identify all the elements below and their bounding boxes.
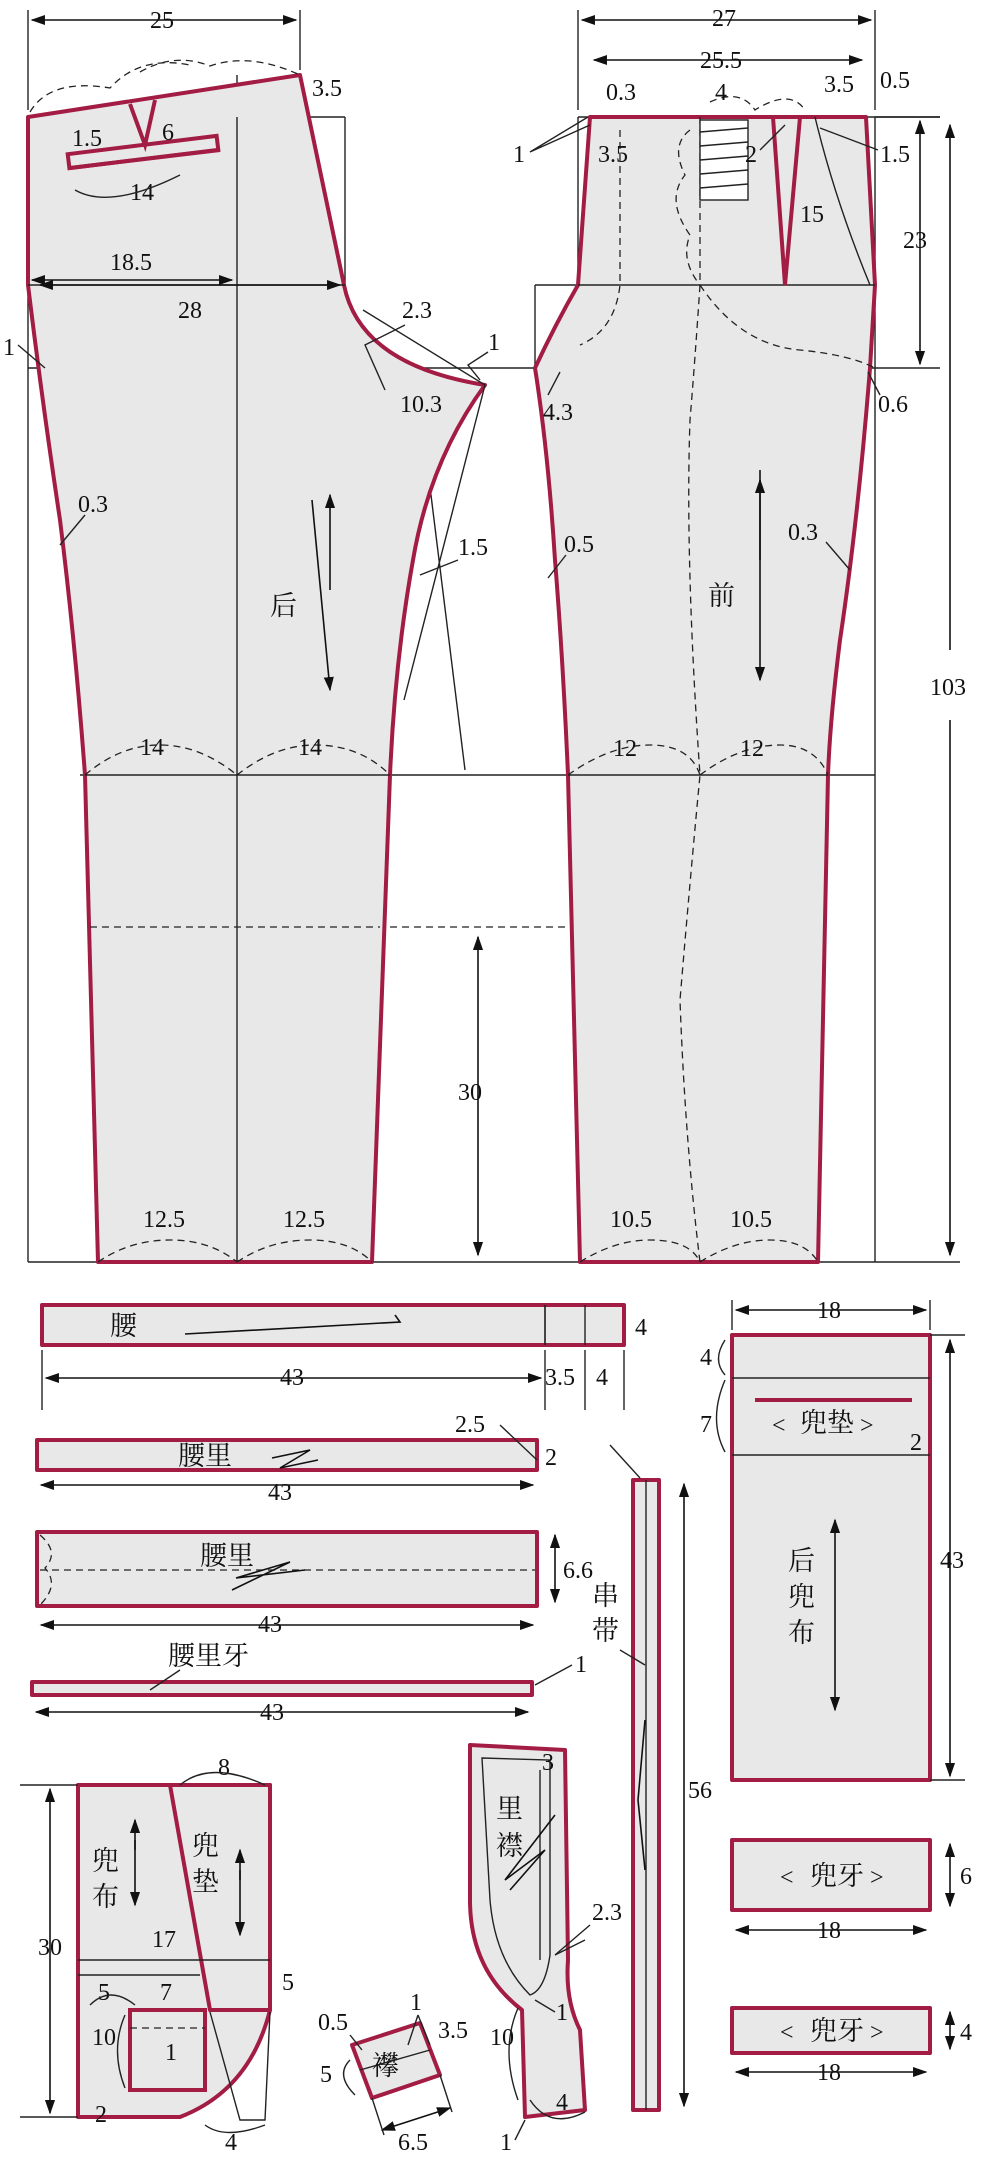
pocket-welt-2-width-label: 18 xyxy=(817,2060,841,2086)
back-top-width-label: 25 xyxy=(150,8,174,34)
welt2-arrow-right: > xyxy=(870,2020,884,2046)
fly-guard-bottom-label: 4 xyxy=(556,2090,568,2116)
side-pocket-notch-b-label: 1 xyxy=(165,2040,177,2066)
front-dart-right-label: 3.5 xyxy=(824,72,854,98)
back-pocket-width-label: 18 xyxy=(817,1298,841,1324)
waist-lining-2-width-label: 6.6 xyxy=(563,1558,593,1584)
waist-lining-1-length-label: 43 xyxy=(268,1480,292,1506)
pocket-welt-1-width-label: 18 xyxy=(817,1918,841,1944)
side-pocket-depth-label: 10 xyxy=(92,2025,116,2051)
waist-lining-1-label: 腰里 xyxy=(178,1441,232,1471)
small-tab-left-top-label: 0.5 xyxy=(318,2010,348,2036)
front-waist-width-label: 25.5 xyxy=(700,48,742,74)
side-pocket-left-top-label: 5 xyxy=(98,1980,110,2006)
front-pleat-hatch xyxy=(700,120,748,200)
side-pocket-top-label: 8 xyxy=(218,1755,230,1781)
waistband-length-label: 43 xyxy=(280,1365,304,1391)
waist-lining-1-ext-label: 2.5 xyxy=(455,1412,485,1438)
knee-to-hem-label: 30 xyxy=(458,1080,482,1106)
small-tab-length-label: 6.5 xyxy=(398,2130,428,2156)
side-pocket-width-label: 17 xyxy=(152,1927,176,1953)
welt1-arrow-right: > xyxy=(870,1865,884,1891)
front-hem-left-label: 10.5 xyxy=(610,1207,652,1233)
back-side-drop-label: 1 xyxy=(3,335,15,361)
side-pocket-notch-label: 7 xyxy=(160,1980,172,2006)
back-crotch-ext-label: 10.3 xyxy=(400,392,442,418)
back-pocket-mark-label: 2 xyxy=(910,1430,922,1456)
belt-loop-piece xyxy=(592,1445,712,2110)
side-pocket-right-label: 5 xyxy=(282,1970,294,1996)
fly-guard-curve-label: 2.3 xyxy=(592,1900,622,1926)
waist-lining-1-width-label: 2 xyxy=(545,1445,557,1471)
fly-guard-top-label: 3 xyxy=(542,1750,554,1776)
waist-lining-1-piece xyxy=(37,1412,557,1506)
waistband-label: 腰 xyxy=(110,1311,137,1341)
pocket-welt-2-piece xyxy=(732,2008,972,2086)
welt1-arrow-left: < xyxy=(780,1865,794,1891)
side-pocket-bottom-label: 4 xyxy=(225,2130,237,2156)
back-crotch-curve-label: 2.3 xyxy=(402,298,432,324)
back-inseam-curve-label: 1.5 xyxy=(458,535,488,561)
front-top-width-label: 27 xyxy=(712,6,736,32)
waist-lining-piping-width-label: 1 xyxy=(575,1652,587,1678)
back-pocket-top-label: 4 xyxy=(700,1345,712,1371)
front-side-curve-label: 0.3 xyxy=(788,520,818,546)
front-fly-depth-label: 3.5 xyxy=(598,142,628,168)
front-inseam-curve-label: 0.5 xyxy=(564,532,594,558)
side-pocket-pad-label-2: 垫 xyxy=(192,1867,219,1897)
front-total-length-label: 103 xyxy=(930,675,966,701)
waist-lining-2-length-label: 43 xyxy=(258,1612,282,1638)
waist-lining-piping-piece xyxy=(32,1641,587,1726)
side-pocket-corner-label: 2 xyxy=(95,2102,107,2128)
back-hip-b-label: 28 xyxy=(178,298,202,324)
waistband-piece xyxy=(42,1305,647,1410)
back-dart-len-label: 6 xyxy=(162,120,174,146)
front-panel-outline xyxy=(535,117,875,1262)
front-plait-label: 4 xyxy=(715,80,727,106)
back-crotch-tip-label: 1 xyxy=(488,330,500,356)
fly-guard-bottom-l-label: 1 xyxy=(500,2130,512,2156)
back-knee-left-label: 14 xyxy=(140,735,164,761)
back-panel-label: 后 xyxy=(270,591,297,621)
back-knee-right-label: 14 xyxy=(298,735,322,761)
pocket-welt-2-height-label: 4 xyxy=(960,2020,972,2046)
fly-guard-label-2: 襟 xyxy=(496,1831,523,1861)
pad-arrow-right: > xyxy=(860,1413,874,1439)
belt-loop-length-label: 56 xyxy=(688,1778,712,1804)
small-tab-label: 襻 xyxy=(372,2051,399,2081)
fly-guard-depth-label: 10 xyxy=(490,2025,514,2051)
front-dart-label: 2 xyxy=(745,142,757,168)
back-pocket-label-3: 布 xyxy=(788,1618,815,1648)
side-pocket-bag-label-1: 兜 xyxy=(92,1846,119,1876)
back-panel-outline xyxy=(28,75,485,1262)
front-pocket-len-label: 15 xyxy=(800,202,824,228)
back-pocket-height-label: 43 xyxy=(940,1548,964,1574)
pad-arrow-left: < xyxy=(772,1413,786,1439)
pocket-welt-1-height-label: 6 xyxy=(960,1864,972,1890)
back-rise-label: 3.5 xyxy=(312,76,342,102)
front-side-drop-label: 0.3 xyxy=(606,80,636,106)
back-pocket-pad-h-label: 7 xyxy=(700,1412,712,1438)
back-pocket-label: 14 xyxy=(130,180,154,206)
front-crotch-ext-label: 4.3 xyxy=(543,400,573,426)
waistband-ext-a-label: 3.5 xyxy=(545,1365,575,1391)
front-knee-left-label: 12 xyxy=(613,736,637,762)
small-tab-left-label: 5 xyxy=(320,2062,332,2088)
small-tab-top-label: 1 xyxy=(410,1990,422,2016)
small-tab-piece xyxy=(318,1990,468,2156)
back-side-curve-label: 0.3 xyxy=(78,492,108,518)
small-tab-height-label: 3.5 xyxy=(438,2018,468,2044)
fly-guard-point-label: 1 xyxy=(556,2000,568,2026)
front-panel-label: 前 xyxy=(708,581,735,611)
waist-lining-piping-length-label: 43 xyxy=(260,1700,284,1726)
waistband-ext-b-label: 4 xyxy=(596,1365,608,1391)
back-pocket-label-2: 兜 xyxy=(788,1582,815,1612)
side-pocket-height-label: 30 xyxy=(38,1935,62,1961)
back-hem-left-label: 12.5 xyxy=(143,1207,185,1233)
waistband-width-label: 4 xyxy=(635,1315,647,1341)
waist-lining-2-piece xyxy=(37,1532,593,1638)
back-hem-right-label: 12.5 xyxy=(283,1207,325,1233)
waist-lining-2-label: 腰里 xyxy=(200,1541,254,1571)
waist-lining-piping-label: 腰里牙 xyxy=(168,1641,249,1671)
back-panel xyxy=(28,60,485,1262)
front-dart-gap-label: 1.5 xyxy=(880,142,910,168)
pocket-welt-1-label: 兜牙 xyxy=(810,1861,864,1891)
front-panel xyxy=(535,97,875,1262)
pocket-welt-2-label: 兜牙 xyxy=(810,2016,864,2046)
front-knee-right-label: 12 xyxy=(740,736,764,762)
welt2-arrow-left: < xyxy=(780,2020,794,2046)
fly-guard-label-1: 里 xyxy=(496,1794,523,1824)
side-pocket-pad-label-1: 兜 xyxy=(192,1831,219,1861)
back-pocket-pad-label: 兜垫 xyxy=(800,1408,854,1438)
side-pocket-bag-label-2: 布 xyxy=(92,1882,119,1912)
belt-loop-label-1: 串 xyxy=(592,1581,619,1611)
front-hem-right-label: 10.5 xyxy=(730,1207,772,1233)
front-rise-height-label: 23 xyxy=(903,228,927,254)
belt-loop-label-2: 带 xyxy=(592,1616,619,1646)
back-hip-a-label: 18.5 xyxy=(110,250,152,276)
pocket-welt-1-piece xyxy=(732,1840,972,1944)
back-pocket-label-1: 后 xyxy=(788,1546,815,1576)
back-dart-width-label: 1.5 xyxy=(72,126,102,152)
front-side-step-label: 0.6 xyxy=(878,392,908,418)
front-right-edge-label: 0.5 xyxy=(880,68,910,94)
front-fly-label: 1 xyxy=(513,142,525,168)
